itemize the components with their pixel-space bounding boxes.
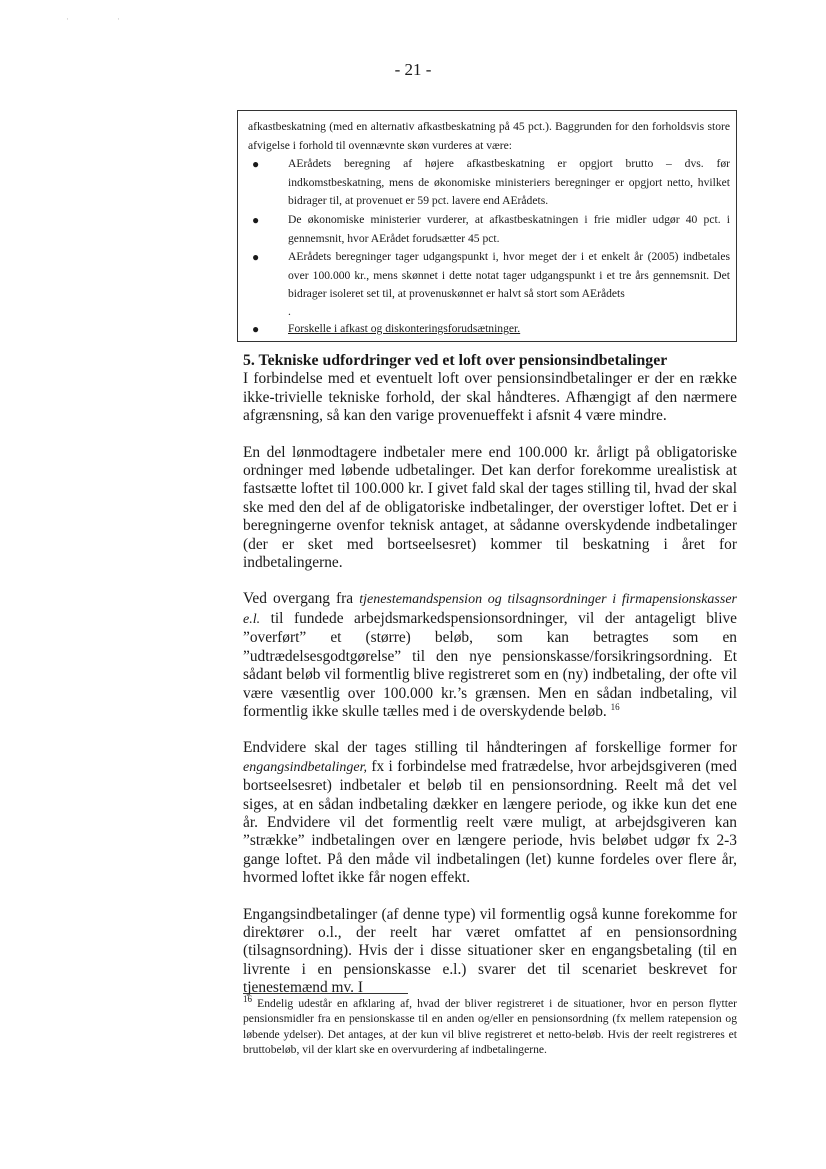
bullet-icon: ● <box>252 212 260 227</box>
bullet-icon: ● <box>252 250 260 265</box>
box-bullet-text: AErådets beregninger tager udgangspunkt i, hvor meget der i et enkelt år (2005) indbetales over 100.000 kr., mens skønnet i dette notat tager udgangspunkt i et tre års gennemsnit. Det bidrager isoleret set til, at provenuskønnet er halvt så stort som AErådets <box>288 250 730 301</box>
footnote-marker: 16 <box>243 994 252 1005</box>
paragraph: En del lønmodtagere indbetaler mere end 100.000 kr. årligt på obligatoriske ordninger med løbende udbetalinger. Det kan derfor forekomme urealistisk at fastsætte loftet til 100.000 kr. I givet fald skal der tages stilling til, hvad der skal ske med den del af de obligatoriske indbetalinger, der overstiger loftet. Det er i beregningerne ovenfor teknisk antaget, at sådanne overskydende indbetalinger (der er sket med bortseelsesret) kommer til beskatning i året for indbetalingerne. <box>243 443 737 572</box>
bullet-icon: ● <box>252 157 260 172</box>
footnote-body: Endelig udestår en afklaring af, hvad der bliver registreret i de situationer, hvor en person flytter pensionsmidler fra en pensionskasse til en anden og/eller en pensionsordning (fx mellem ratepension og løbende ydelser). Det antages, at der kun vil blive registreret et netto-beløb. Hvis der reelt registreres et bruttobeløb, vil der klart ske en overvurdering af indbetalingerne. <box>243 997 737 1057</box>
paragraph-text: Ved overgang fra <box>243 590 360 608</box>
box-intro: afkastbeskatning (med en alternativ afkastbeskatning på 45 pct.). Baggrunden for den forholdsvis store afvigelse i forhold til ovennævnte skøn vurderes at være: <box>248 120 730 152</box>
paragraph <box>243 739 737 887</box>
box-bullet-text: De økonomiske ministerier vurderer, at afkastbeskatningen i frie midler udgør 40 pct. i gennemsnit, hvor AErådet forudsætter 45 pct. <box>288 212 730 245</box>
italic-term: engangsindbetalinger, <box>243 759 368 775</box>
box-bullet-text: AErådets beregning af højere afkastbeskatning er opgjort brutto – dvs. før indkomstbeskatning, mens de økonomiske ministeriers beregninger er opgjort netto, hvilket bidrager til, at provenuet er 59 pct. lavere end AErådets. <box>288 157 730 208</box>
section-heading: 5. Tekniske udfordringer ved et loft over pensionsindbetalinger <box>243 352 668 369</box>
paragraph-text: til fundede arbejdsmarkedspensionsordninger, vil der antageligt blive ”overført” et (større) beløb, som kan betragtes som en ”udtrædelsesgodtgørelse” til den nye pensionskasse/forsikringsordning. Et sådant beløb vil formentlig blive registreret som en (ny) indbetaling, der ofte vil være væsentlig over 100.000 kr.’s grænsen. Men en sådan indbetaling, vil formentlig ikke skulle tælles med i de overskydende beløb. <box>243 609 737 720</box>
box-dot-line: . <box>288 304 291 318</box>
main-content <box>243 352 737 1016</box>
paragraph-text: fx i forbindelse med fratrædelse, hvor arbejdsgiveren (med bortseelsesret) indbetaler et beløb til en pensionsordning. Reelt må det vel siges, at en sådan indbetaling dækker en længere periode, og ikke kun det ene år. Endvidere vil det formentlig reelt være muligt, at arbejdsgiveren kan ”strække” indbetalingen over en længere periode, hvis beløbet udgør fx 2-3 gange loftet. På den måde vil indbetalingen (let) kunne fordeles over flere år, hvormed loftet ikke får nogen effekt. <box>243 757 737 887</box>
footnote <box>243 996 737 1058</box>
paragraph: Engangsindbetalinger (af denne type) vil formentlig også kunne forekomme for direktører o.l., der reelt har været omfattet af en pensionsordning (tilsagnsordning). Hvis der i disse situationer sker en engangsbetaling (til en livrente i en pensionskasse e.l.) svarer det til scenariet beskrevet for tjenestemænd mv. I <box>243 905 737 997</box>
paragraph <box>243 590 737 721</box>
box-bullet-text: Forskelle i afkast og diskonteringsforudsætninger. <box>288 321 521 335</box>
paragraph: I forbindelse med et eventuelt loft over pensionsindbetalinger er der en række ikke-trivielle tekniske forhold, der skal håndteres. Afhængigt af den nærmere afgrænsning, så kan den varige provenueffekt i afsnit 4 være mindre. <box>243 370 737 425</box>
scan-speck: · <box>66 14 69 24</box>
footnote-text <box>243 996 737 1058</box>
page-number: - 21 - <box>394 60 432 79</box>
footnote-reference: 16 <box>610 701 620 712</box>
box-bullet-list <box>248 155 730 338</box>
paragraph-text: Endvidere skal der tages stilling til håndteringen af forskellige former for <box>243 739 737 757</box>
scan-speck: · <box>117 14 120 24</box>
italic-term: tjenestemandspension og tilsagnsordninger i firmapensionskasser e.l. <box>243 592 737 627</box>
bullet-icon: ● <box>252 321 260 336</box>
box-bullet-item <box>248 155 730 211</box>
box-bullet-item <box>248 248 730 304</box>
info-box <box>237 110 737 342</box>
box-bullet-item <box>248 211 730 248</box>
footnote-separator <box>243 993 408 994</box>
box-bullet-item <box>248 320 730 339</box>
